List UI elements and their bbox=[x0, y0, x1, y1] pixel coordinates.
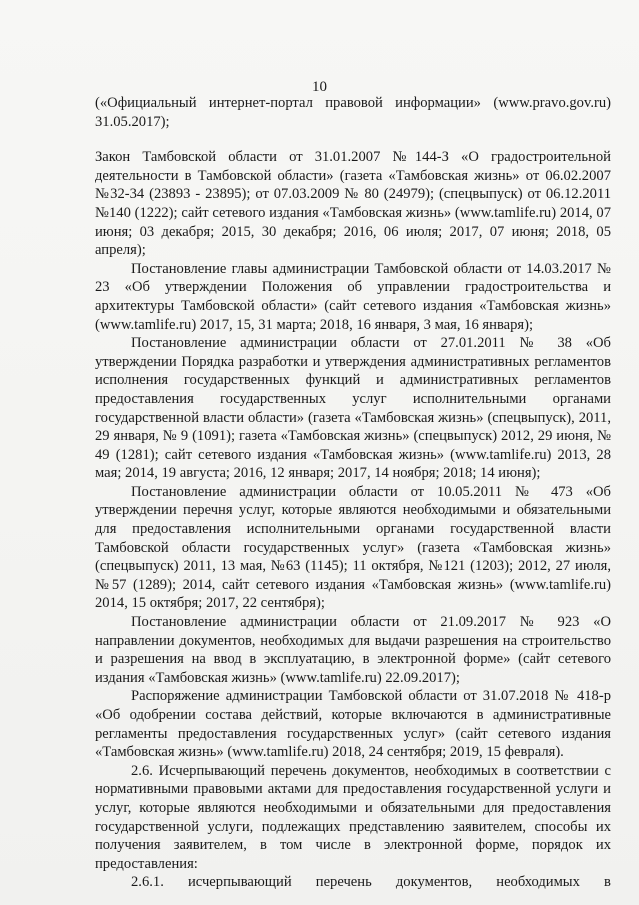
paragraph-admin-resolution-38: Постановление администрации области от 27.01.2011 № 38 «Об утверждении Порядка разработки и утверждения административных регламентов исполнения государственных функций и административных регламентов предоставления государственных услуг исполнительными органами государственной власти области» (газета «Тамбовская жизнь» (спецвыпуск), 2011, 29 января, № 9 (1091); газета «Тамбовская жизнь» (спецвыпуск) 2012, 29 июня, № 49 (1281); сайт сетевого издания «Тамбовская жизнь» (www.tamlife.ru) 2013, 28 мая; 2014, 19 августа; 2016, 12 января; 2017, 14 ноября; 2018; 14 июня); bbox=[95, 335, 611, 482]
page-number: 10 bbox=[312, 79, 327, 95]
section-2-6-1-word-2: перечень bbox=[315, 874, 372, 891]
paragraph-admin-resolution-923: Постановление администрации области от 21.09.2017 № 923 «О направлении документов, необходимых для выдачи разрешения на строительство и разрешения на ввод в эксплуатацию, в электронной форме» (сайт сетевого издания «Тамбовская жизнь» (www.tamlife.ru) 22.09.2017); bbox=[95, 614, 611, 686]
section-2-6-1-number: 2.6.1. bbox=[131, 874, 164, 891]
paragraph-admin-resolution-473: Постановление администрации области от 10.05.2011 № 473 «Об утверждении перечня услуг, которые являются необходимыми и обязательными для предоставления исполнительными органами государственной власти Тамбовской области государственных услуг» (газета «Тамбовская жизнь» (спецвыпуск) 2011, 13 мая, №63 (1145); 11 октября, №121 (1203); 2012, 27 июля, №57 (1289); 2014, сайт сетевого издания «Тамбовская жизнь» (www.tamlife.ru) 2014, 15 октября; 2017, 22 сентября); bbox=[95, 483, 611, 612]
paragraph-reference-1: («Официальный интернет-портал правовой информации» (www.pravo.gov.ru) 31.05.2017); bbox=[95, 95, 611, 130]
paragraph-order-418: Распоряжение администрации Тамбовской области от 31.07.2018 № 418-р «Об одобрении состава действий, которые включаются в административные регламенты предоставления государственных услуг» (сайт сетевого издания «Тамбовская жизнь» (www.tamlife.ru) 2018, 24 сентября; 2019, 15 февраля). bbox=[95, 688, 611, 761]
paragraph-tambov-law: Закон Тамбовской области от 31.01.2007 №144-З «О градостроительной деятельности в Тамбовской области» (газета «Тамбовская жизнь» от 06.02.2007 №32-34 (23893 - 23895); от 07.03.2009 № 80 (24979); (спецвыпуск) от 06.12.2011 №140 (1222); сайт сетевого издания «Тамбовская жизнь» (www.tamlife.ru) 2014, 07 июня; 03 декабря; 2015, 30 декабря; 2016, 06 июля; 2017, 07 июня; 2018, 05 апреля); bbox=[95, 149, 611, 259]
section-2-6-1-line bbox=[95, 873, 611, 892]
section-2-6-1-word-1: исчерпывающий bbox=[187, 874, 292, 891]
paragraph-governor-resolution: Постановление главы администрации Тамбовской области от 14.03.2017 № 23 «Об утверждении Положения об управлении градостроительства и архитектуры Тамбовской области» (сайт сетевого издания «Тамбовская жизнь» (www.tamlife.ru) 2017, 15, 31 марта; 2018, 16 января, 3 мая, 16 января); bbox=[95, 260, 611, 333]
section-2-6-1-word-3: документов, bbox=[395, 874, 473, 891]
section-2-6-1-word-4: необходимых bbox=[496, 874, 580, 891]
document-body bbox=[95, 94, 611, 892]
paragraph-section-2-6: 2.6. Исчерпывающий перечень документов, необходимых в соответствии с нормативными правовыми актами для предоставления государственной услуги и услуг, которые являются необходимыми и обязательными для предоставления государственной услуги, подлежащих представлению заявителем, способы их получения заявителем, в том числе в электронной форме, порядок их предоставления: bbox=[95, 762, 611, 872]
section-2-6-1-word-5: в bbox=[604, 874, 611, 891]
